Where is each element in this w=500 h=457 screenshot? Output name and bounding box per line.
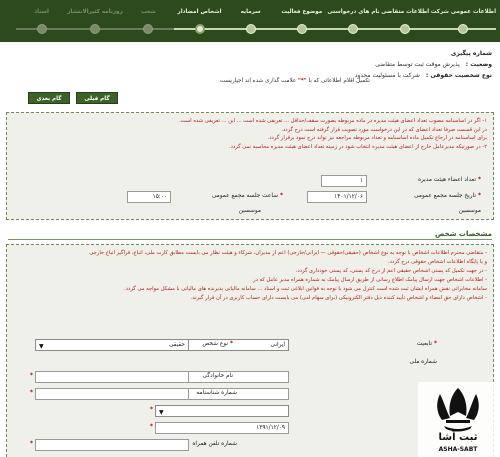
wizard-step-dot-icon — [90, 24, 100, 34]
wizard-step-label: نام های درخواستی — [327, 9, 380, 15]
board-note: ۱- اگر در اساسنامه مصوب تعداد اعضای هیئت مدیره در ماده مربوطه بصورت سقف/حداقل ... تعریفی شده است ... این ... تعریفی شده است. — [179, 118, 487, 124]
request-info — [8, 48, 492, 81]
chevron-down-icon: ▼ — [159, 409, 164, 416]
wizard-step-label: اطلاعات عمومی شرکت — [430, 9, 496, 15]
meeting-date-label: *تاریخ جلسه مجمع عمومی — [414, 193, 481, 199]
wizard-step-dot-icon — [348, 24, 358, 34]
founders-label-2: موسسین — [238, 208, 261, 214]
entity-type-label: نوع شخصیت حقوقی : — [425, 72, 492, 79]
wizard-step[interactable] — [67, 6, 123, 34]
mobile-label: شماره تلفن همراه — [192, 441, 237, 447]
entity-type-value: شرکت با مسئولیت محدود — [354, 72, 420, 79]
wizard-step-dot-icon — [195, 24, 205, 34]
person-note: سامانه مخابراتی نقش همراه ایشان ثبت شده است کنترل می شود با توجه به قوانین ابلاغی ثبت و اسناد ... سامانه مالیاتی پذیرنده های مالیاتی با مشکل مواجه می گردد. — [124, 286, 487, 292]
wizard-step[interactable] — [174, 6, 225, 34]
founders-label: موسسین — [458, 208, 481, 214]
required-star: * — [229, 341, 233, 347]
wizard-step[interactable] — [431, 6, 496, 34]
brand-logo — [418, 382, 498, 457]
wizard-step-label: اسناد — [34, 9, 49, 15]
board-note: ۲- در صورتیکه مدیرعامل خارج از اعضای هیئت مدیره انتخاب شود در زمینه تعداد اعضای هیئت مدیره محاسبه نمی گردد. — [229, 143, 487, 150]
lastname-label: نام خانوادگی — [202, 373, 233, 379]
meeting-time-input[interactable]: ۱۵:۰۰ — [127, 191, 171, 203]
logo-name: ثبت آشا — [438, 432, 478, 443]
national-id-label: شماره ملی — [409, 359, 437, 365]
required-hint — [220, 78, 370, 84]
wizard-step[interactable] — [327, 6, 379, 34]
status-value: پذیرش موقت ثبت توسط متقاضی — [375, 61, 460, 68]
person-type-select[interactable] — [35, 339, 189, 351]
lastname-input[interactable] — [35, 371, 189, 383]
hint-text: تکمیل اقلام اطلاعاتی که با — [308, 78, 370, 84]
mobile-input[interactable] — [35, 439, 189, 451]
wizard-step[interactable] — [276, 6, 327, 34]
board-panel — [6, 112, 494, 220]
wizard-step-dot-icon — [458, 24, 468, 34]
wizard-step[interactable] — [16, 6, 67, 34]
wizard-steps — [16, 6, 496, 34]
next-step-button[interactable]: گام بعدی — [28, 92, 70, 104]
id-number-input[interactable] — [35, 388, 189, 400]
required-star: * — [29, 372, 33, 379]
birth-date-input[interactable]: ۱۳۹۱/۱۲/۰۹ — [155, 422, 289, 434]
required-star: * — [279, 193, 283, 199]
person-section-title: مشخصات شخص — [435, 230, 492, 238]
person-type-label: *نوع شخص — [202, 341, 233, 347]
required-star: * — [29, 440, 33, 447]
tracking-label: شماره پیگیری — [450, 50, 492, 57]
person-note: - اشخاص دارای حق امضاء و اشخاص تأیید کننده ذیل دفتر الکترونیکی (برای سهام امی) می بایست دارای حساب کاربری در آن قرار گیرند. — [190, 295, 487, 301]
required-star: * — [149, 406, 153, 413]
wizard-step-label: اشخاص امضادار — [177, 9, 222, 15]
person-notes — [13, 249, 487, 303]
required-star: * — [477, 177, 481, 183]
wizard-step-label: اطلاعات متقاضی — [381, 9, 430, 15]
person-note: - اطلاعات اشخاص جهت ارسال پیامک اطلاع رسانی از طریق ارسال پیامک به شماره همراه مدیر عامل که در — [253, 277, 487, 283]
meeting-time-label: *ساعت جلسه مجمع عمومی — [211, 193, 283, 199]
wizard-step-dot-icon — [37, 24, 47, 34]
board-count-label: *تعداد اعضاء هیئت مدیره — [417, 177, 481, 183]
meeting-date-input[interactable]: ۱۴۰۱/۱۲/۰۶ — [307, 191, 367, 203]
required-star: * — [477, 193, 481, 199]
board-note: در این قسمت صرفا تعداد اعضای که در این درخواست مورد تصویب قرار گرفته است درج گردد. — [281, 126, 487, 133]
wizard-step-label: روزنامه کثیرالانتشار — [67, 9, 123, 15]
wizard-step-label: شعب — [141, 9, 156, 15]
person-note: و یا پایگاه اطلاعات اشخاص حقوقی درج گردد. — [388, 259, 487, 265]
wizard-step[interactable] — [380, 6, 431, 34]
required-star: * — [29, 389, 33, 396]
wizard-step-label: موضوع فعالیت — [281, 9, 323, 15]
id-number-label: شماره شناسنامه — [196, 390, 237, 396]
required-star: * — [433, 341, 437, 347]
logo-sub: ASHA-SABT — [438, 446, 478, 453]
wizard-bar — [0, 0, 500, 42]
required-star: "*" — [297, 78, 307, 84]
hint-text-2: علامت گذاری شده اند اجباریست — [219, 78, 297, 84]
nationality-label: *تابعیت — [416, 341, 437, 347]
person-note: - در جهت تکمیل کد پستی اشخاص حقیقی اعم از درج کد پستی، کد پستی خودداری گردد. — [295, 268, 487, 274]
section-divider — [8, 239, 492, 240]
person-note: - متقاضی محترم اطلاعات اشخاص با توجه به نوع اشخاص (حقیقی/حقوقی — ایرانی/خارجی) اعم از مدیران، شرکاء و هیئت نظار می بایست مطابق کارت ملی، اتباع، فراگیر اتباع خارجی — [89, 250, 487, 256]
gender-select[interactable] — [155, 405, 289, 417]
chevron-down-icon: ▼ — [39, 343, 44, 350]
nationality-value: ایرانی — [270, 342, 285, 348]
wizard-step[interactable] — [225, 6, 276, 34]
board-count-input[interactable]: ۱ — [321, 175, 367, 187]
wizard-step-label: سرمایه — [240, 9, 261, 15]
wizard-step[interactable] — [123, 6, 174, 34]
prev-step-button[interactable]: گام قبلی — [76, 92, 118, 104]
wizard-step-dot-icon — [297, 24, 307, 34]
wizard-step-dot-icon — [246, 24, 256, 34]
person-type-value: حقیقی — [168, 342, 185, 348]
status-label: وضعیت : — [465, 61, 492, 68]
board-note: برای اساسنامه در ارجاع تکمیل ماده اساسنامه و تعداد مربوطه مراجعه نیز تواند درج نمود برقرار گردد. — [267, 135, 487, 142]
wizard-step-dot-icon — [143, 24, 153, 34]
wizard-step-dot-icon — [400, 24, 410, 34]
board-notes — [13, 117, 487, 151]
required-star: * — [149, 423, 153, 430]
